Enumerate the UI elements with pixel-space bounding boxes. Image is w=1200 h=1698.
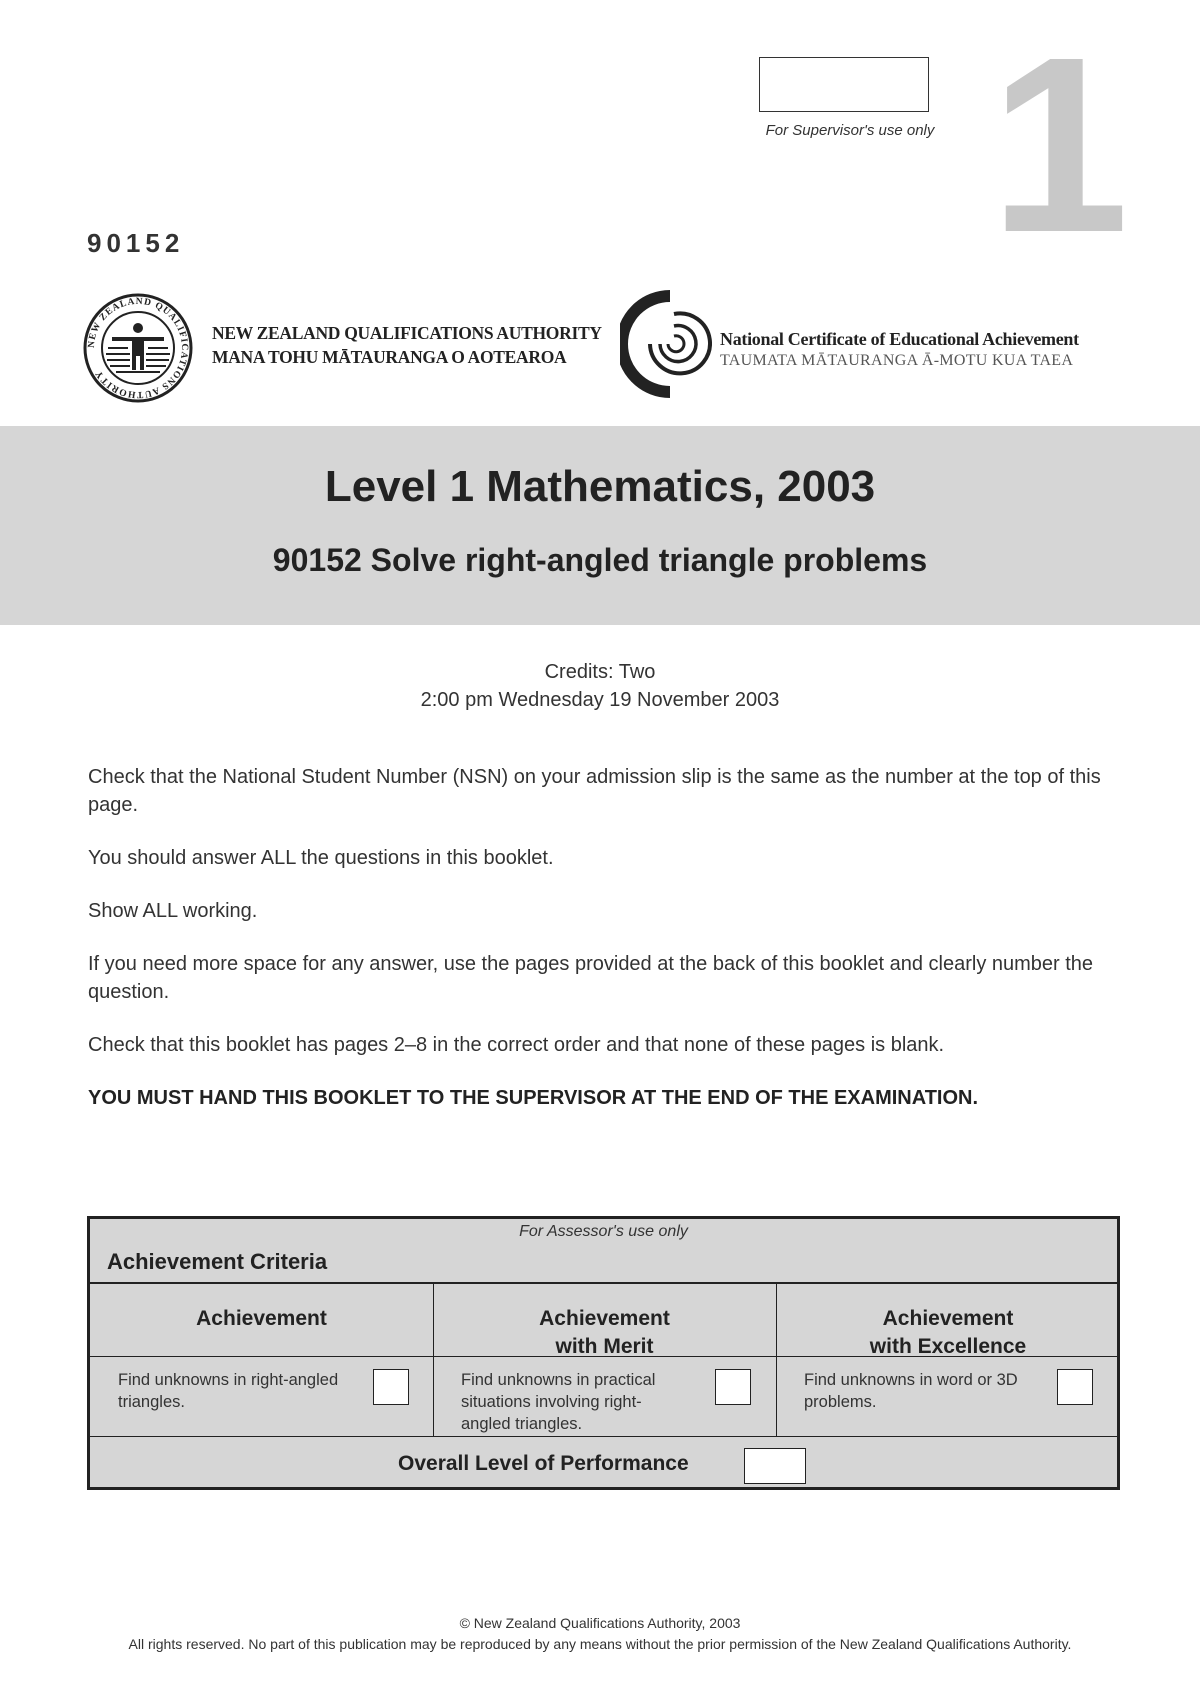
supervisor-box[interactable] — [759, 57, 929, 112]
table-divider — [90, 1282, 1117, 1284]
ncea-name-maori: TAUMATA MĀTAURANGA Ā-MOTU KUA TAEA — [720, 352, 1074, 369]
exam-datetime: 2:00 pm Wednesday 19 November 2003 — [420, 689, 780, 711]
credits: Credits: Two — [544, 661, 656, 683]
instructions — [88, 763, 1123, 1137]
heading-line: Achievement — [539, 1307, 670, 1330]
achievement-criteria-table — [87, 1216, 1120, 1490]
achievement-checkbox[interactable] — [373, 1369, 409, 1405]
instruction-show-working: Show ALL working. — [88, 900, 258, 922]
level-number: 1 — [990, 5, 1124, 284]
overall-level-label: Overall Level of Performance — [398, 1452, 689, 1475]
hand-in-notice: YOU MUST HAND THIS BOOKLET TO THE SUPERVISOR AT THE END OF THE EXAMINATION. — [88, 1087, 979, 1109]
ncea-name — [720, 328, 1079, 372]
instruction-check-pages: Check that this booklet has pages 2–8 in the correct order and that none of these pages is blank. — [88, 1034, 945, 1056]
instruction-extra-space: If you need more space for any answer, use the pages provided at the back of this booklet and clearly number the question. — [88, 953, 1094, 1003]
ncea-name-english: National Certificate of Educational Achievement — [720, 329, 1079, 349]
ncea-spiral-logo — [620, 290, 712, 398]
exam-title: Level 1 Mathematics, 2003 — [324, 462, 876, 511]
nzqa-seal-logo — [82, 292, 194, 404]
heading-line: with Excellence — [869, 1335, 1027, 1358]
heading-line: with Merit — [555, 1335, 654, 1358]
exam-details — [0, 658, 1200, 714]
heading-merit — [433, 1305, 776, 1361]
heading-line: Achievement — [882, 1307, 1014, 1330]
criterion-excellence: Find unknowns in word or 3D problems. — [804, 1371, 1018, 1411]
footer — [0, 1613, 1200, 1655]
supervisor-label: For Supervisor's use only — [765, 122, 935, 139]
overall-level-box[interactable] — [744, 1448, 806, 1484]
criterion-merit: Find unknowns in practical situations involving right-angled triangles. — [461, 1371, 656, 1433]
excellence-checkbox[interactable] — [1057, 1369, 1093, 1405]
heading-achievement — [90, 1305, 433, 1333]
nzqa-name — [212, 321, 602, 369]
instruction-nsn: Check that the National Student Number (NSN) on your admission slip is the same as the number at the top of this page. — [88, 766, 1101, 816]
instruction-answer-all: You should answer ALL the questions in this booklet. — [88, 847, 554, 869]
exam-subtitle: 90152 Solve right-angled triangle problems — [272, 542, 928, 578]
achievement-criteria-title: Achievement Criteria — [107, 1249, 328, 1274]
assessor-note: For Assessor's use only — [519, 1223, 688, 1240]
heading-excellence — [776, 1305, 1120, 1361]
nzqa-seal-text: NEW ZEALAND QUALIFICATIONS AUTHORITY — [86, 296, 190, 400]
title-band — [0, 426, 1200, 625]
merit-checkbox[interactable] — [715, 1369, 751, 1405]
nzqa-name-english: NEW ZEALAND QUALIFICATIONS AUTHORITY — [212, 323, 602, 343]
table-divider — [90, 1436, 1117, 1437]
copyright: © New Zealand Qualifications Authority, 2003 — [459, 1615, 741, 1631]
rights-statement: All rights reserved. No part of this publication may be reproduced by any means without the prior permission of the New Zealand Qualifications Authority. — [128, 1636, 1072, 1652]
criterion-achievement: Find unknowns in right-angled triangles. — [118, 1371, 339, 1411]
nzqa-name-maori: MANA TOHU MĀTAURANGA O AOTEAROA — [212, 347, 567, 367]
standard-code: 90152 — [87, 228, 185, 258]
heading-line: Achievement — [196, 1307, 327, 1330]
